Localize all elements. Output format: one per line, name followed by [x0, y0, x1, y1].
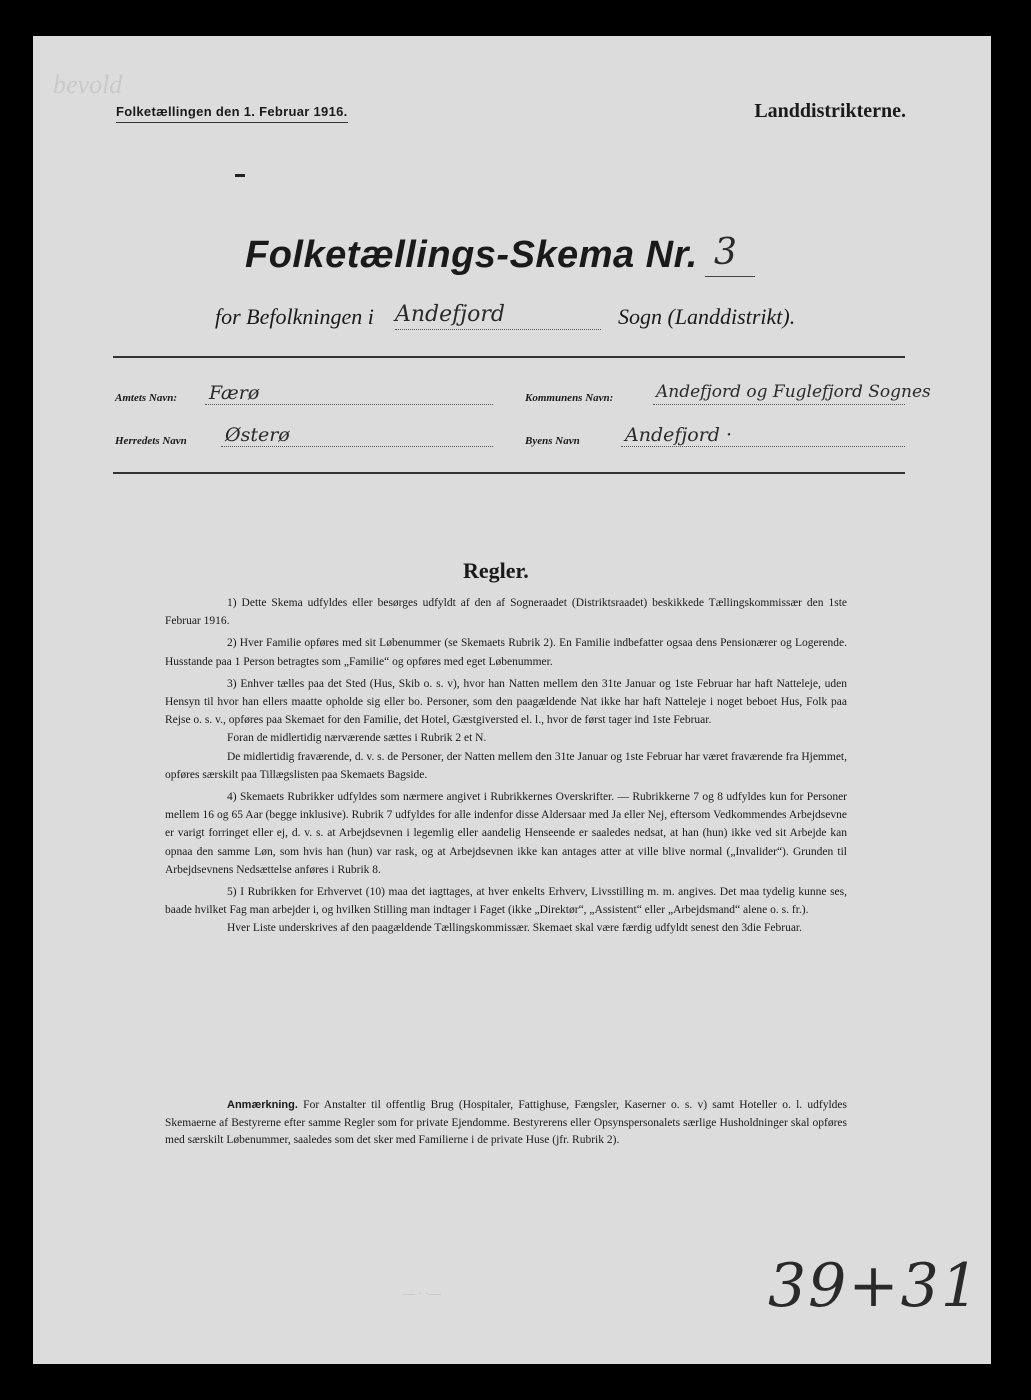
rule-paragraph-5: 5) I Rubrikken for Erhvervet (10) maa det iagttages, at hver enkelts Erhverv, Livsstilling m. m. angives. Det maa tydelig kunne ses, baade hvilket Fag man arbejder i, og hvilken Stilling man indtager i Faget (ikke „Direktør“, „Assistent“ eller „Arbejdsmand“ alene o. s. fr.). — [165, 886, 847, 917]
by-dotted-line — [621, 446, 905, 447]
rule-paragraph-1: 1) Dette Skema udfyldes eller besørges udfyldt af den af Sogneraadet (Distriktsraadet) beskikkede Tællingskommissær den 1ste Februar 1916. — [165, 597, 847, 628]
form-number: 3 — [714, 232, 737, 273]
rules-body — [165, 594, 847, 942]
header-underline — [116, 122, 348, 123]
kommune-label: Kommunens Navn: — [525, 392, 614, 404]
herred-label: Herredets Navn — [115, 435, 187, 447]
remark-text: For Anstalter til offentlig Brug (Hospitaler, Fattighuse, Fængsler, Kaserner o. s. v) samt Hoteller o. l. udfyldes Skemaerne af Bestyrerne efter samme Regler som for private Ejendomme. Bestyrerens eller Opsynspersonalets særlige Husholdninger skal opføres med særskilt Løbenummer, saaledes som det sker med Familierne i de private Huse (jfr. Rubrik 2). — [165, 1099, 848, 1146]
handwritten-count: 39+31 — [768, 1251, 981, 1321]
remark-heading: Anmærkning. — [227, 1099, 298, 1111]
form-number-underline — [705, 276, 755, 277]
remark-block — [165, 1097, 847, 1150]
herred-dotted-line — [221, 446, 493, 447]
rule-paragraph-2: 2) Hver Familie opføres med sit Løbenummer (se Skemaets Rubrik 2). En Familie indbefatter ogsaa dens Pensionærer og Logerende. Husstande paa 1 Person betragtes som „Familie“ og opføres med eget Løbenummer. — [165, 637, 847, 668]
subtitle-prefix: for Befolkningen i — [215, 304, 374, 329]
district-type-header: Landdistrikterne. — [754, 100, 906, 122]
amt-dotted-line — [205, 404, 493, 405]
rule-paragraph-3-note-present: Foran de midlertidig nærværende sættes i Rubrik 2 et N. — [227, 732, 487, 745]
rule-paragraph-3-note-absent: De midlertidig fraværende, d. v. s. de Personer, der Natten mellem den 31te Januar og 1ste Februar har været fraværende fra Hjemmet, opføres særskilt paa Tillægslisten paa Skemaets Bagside. — [165, 750, 847, 781]
census-date-header — [116, 104, 348, 119]
faint-bleed-through: — · ·— — [403, 1286, 441, 1300]
rule-paragraph-3: 3) Enhver tælles paa det Sted (Hus, Skib o. s. v), hvor han Natten mellem den 31te Januar og 1ste Februar har haft Natteleje, uden Hensyn til hvor han ellers maatte opholde sig eller bo. Personer, som den paagældende Nat ikke har haft Natteleje i noget beboet Hus, Folk paa Rejse o. s. v., opføres paa Skemaet for den Familie, det Hotel, Gæstgiversted el. l., hvor de først tager ind 1ste Februar. — [165, 677, 847, 727]
parish-dotted-line — [395, 329, 601, 330]
rule-paragraph-5-signature: Hver Liste underskrives af den paagældende Tællingskommissær. Skemaet skal være færdig udfyldt senest den 3die Februar. — [227, 922, 802, 935]
by-label: Byens Navn — [525, 435, 580, 447]
amt-value: Færø — [209, 382, 260, 404]
remark-paragraph — [165, 1097, 847, 1150]
archive-stamp-faint: bevold — [53, 70, 123, 99]
herred-value: Østerø — [225, 424, 290, 446]
by-value: Andefjord · — [625, 424, 733, 446]
rule-paragraph-4: 4) Skemaets Rubrikker udfyldes som nærmere angivet i Rubrikkernes Overskrifter. — Rubrikkerne 7 og 8 udfyldes kun for Personer mellem 16 og 65 Aar (begge inklusive). Rubrik 7 udfyldes for alle indenfor disse Aldersaar med Ja eller Nej, eftersom Vedkommendes Arbejdsevne er varigt forringet eller ej, d. v. s. at Arbejdsevnen i legemlig eller aandelig Henseende er saaledes nedsat, at han (hun) ikke ved sit Arbejde kan opnaa den samme Løn, som hvis han (hun) var rask, og at Arbejdsevnen ikke kan antages atter at ville blive normal („Invalider“). Grunden til Arbejdsevnens Nedsættelse anføres i Rubrik 8. — [165, 791, 847, 876]
subtitle-suffix: Sogn (Landdistrikt). — [618, 304, 796, 329]
kommune-dotted-line — [653, 404, 905, 405]
census-form-page — [33, 36, 991, 1364]
form-title: Folketællings-Skema Nr. — [245, 234, 698, 276]
kommune-value: Andefjord og Fuglefjord Sognes — [656, 382, 931, 402]
amt-label: Amtets Navn: — [115, 392, 178, 404]
rules-heading: Regler. — [463, 558, 529, 583]
census-date-text: Folketællingen den 1. Februar 1916. — [116, 104, 348, 119]
top-rule — [113, 356, 905, 358]
parish-name-handwritten: Andefjord — [395, 302, 505, 327]
mark-dash — [235, 174, 245, 177]
bottom-rule — [113, 472, 905, 474]
